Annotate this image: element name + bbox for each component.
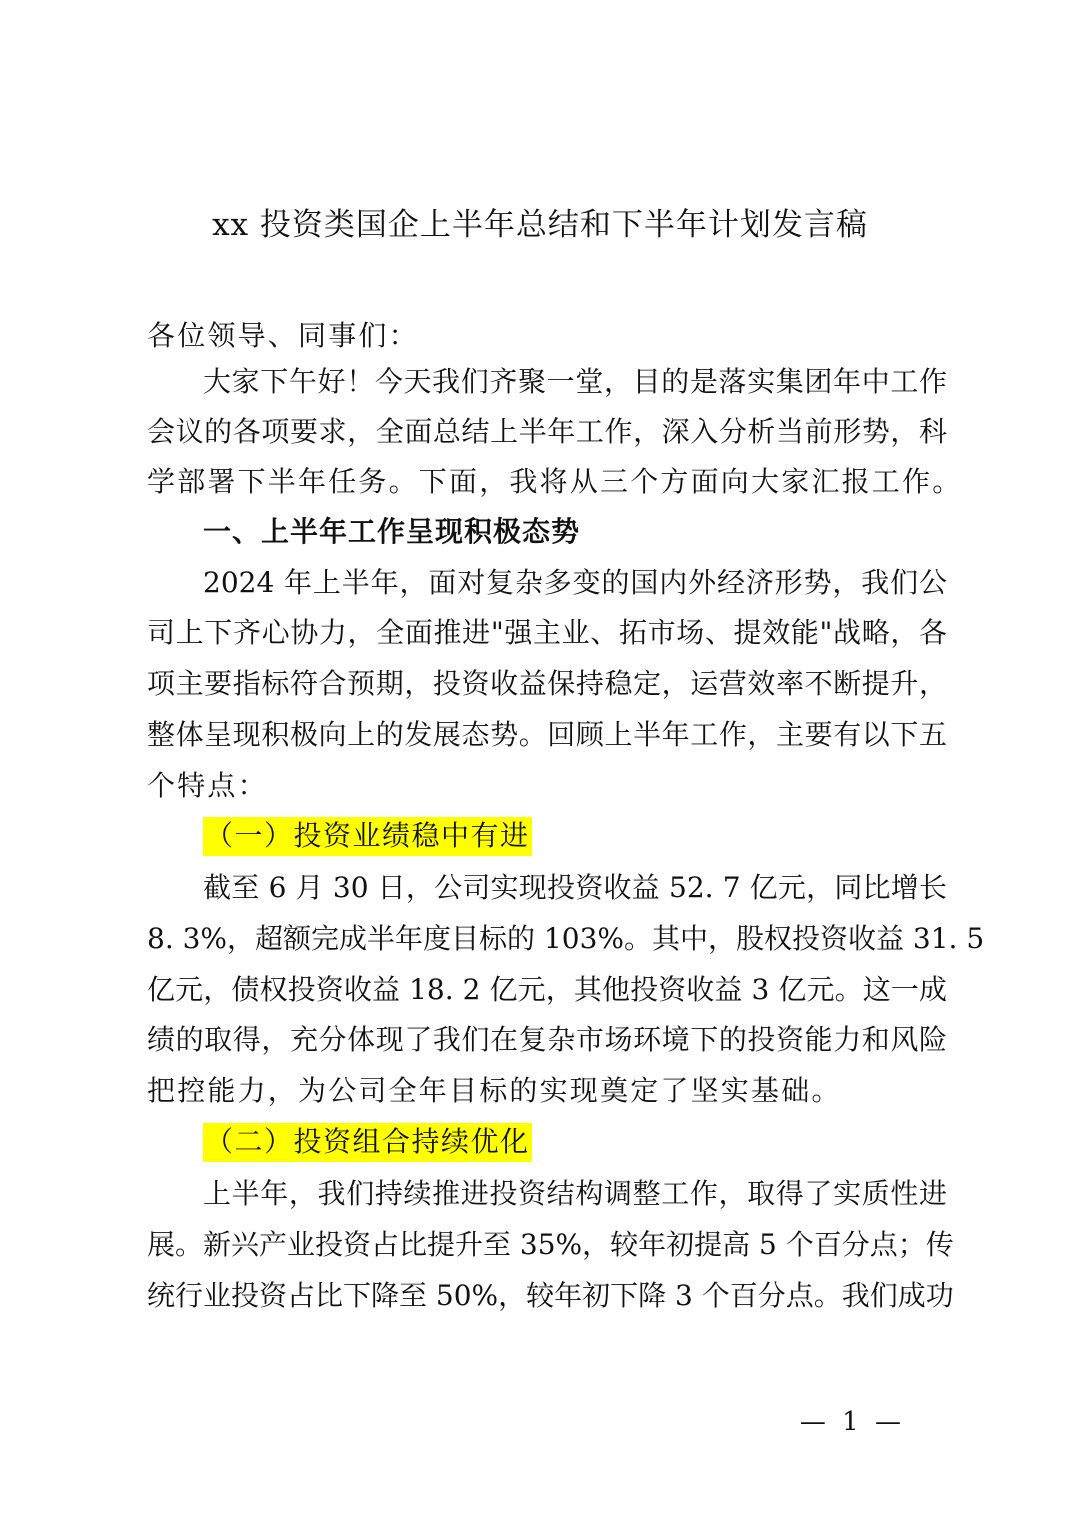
paragraph-line: 亿元，债权投资收益 18. 2 亿元，其他投资收益 3 亿元。这一成 xyxy=(147,973,947,1006)
paragraph-line: 8. 3%，超额完成半年度目标的 103%。其中，股权投资收益 31. 5 xyxy=(147,922,985,955)
intro-line: 会议的各项要求，全面总结上半年工作，深入分析当前形势，科 xyxy=(147,415,947,448)
intro-line: 学部署下半年任务。下面，我将从三个方面向大家汇报工作。 xyxy=(147,465,963,498)
paragraph-line: 司上下齐心协力，全面推进"强主业、拓市场、提效能"战略，各 xyxy=(147,616,947,649)
section-heading: 一、上半年工作呈现积极态势 xyxy=(203,515,581,548)
paragraph-line: 绩的取得，充分体现了我们在复杂市场环境下的投资能力和风险 xyxy=(147,1023,947,1056)
paragraph-line: 把控能力，为公司全年目标的实现奠定了坚实基础。 xyxy=(147,1074,842,1107)
subsection-heading xyxy=(203,1120,947,1164)
salutation: 各位领导、同事们： xyxy=(147,319,419,352)
page-number: — 1 — xyxy=(799,1407,905,1437)
document-title: xx 投资类国企上半年总结和下半年计划发言稿 xyxy=(212,207,868,243)
paragraph-line: 上半年，我们持续推进投资结构调整工作，取得了实质性进 xyxy=(203,1177,947,1210)
paragraph-line: 整体呈现积极向上的发展态势。回顾上半年工作，主要有以下五 xyxy=(147,718,947,751)
highlighted-heading: （一）投资业绩稳中有进 xyxy=(203,817,532,856)
intro-line: 大家下午好！今天我们齐聚一堂，目的是落实集团年中工作 xyxy=(203,365,947,398)
paragraph-line: 2024 年上半年，面对复杂多变的国内外经济形势，我们公 xyxy=(203,566,947,599)
paragraph-line: 展。新兴产业投资占比提升至 35%，较年初提高 5 个百分点；传 xyxy=(147,1228,954,1261)
paragraph-line: 统行业投资占比下降至 50%，较年初下降 3 个百分点。我们成功 xyxy=(147,1279,954,1312)
paragraph-line: 项主要指标符合预期，投资收益保持稳定，运营效率不断提升， xyxy=(147,667,947,700)
highlighted-heading: （二）投资组合持续优化 xyxy=(203,1123,532,1162)
paragraph-line: 个特点： xyxy=(147,769,268,802)
paragraph-line: 截至 6 月 30 日，公司实现投资收益 52. 7 亿元，同比增长 xyxy=(203,871,947,904)
subsection-heading xyxy=(203,814,947,858)
